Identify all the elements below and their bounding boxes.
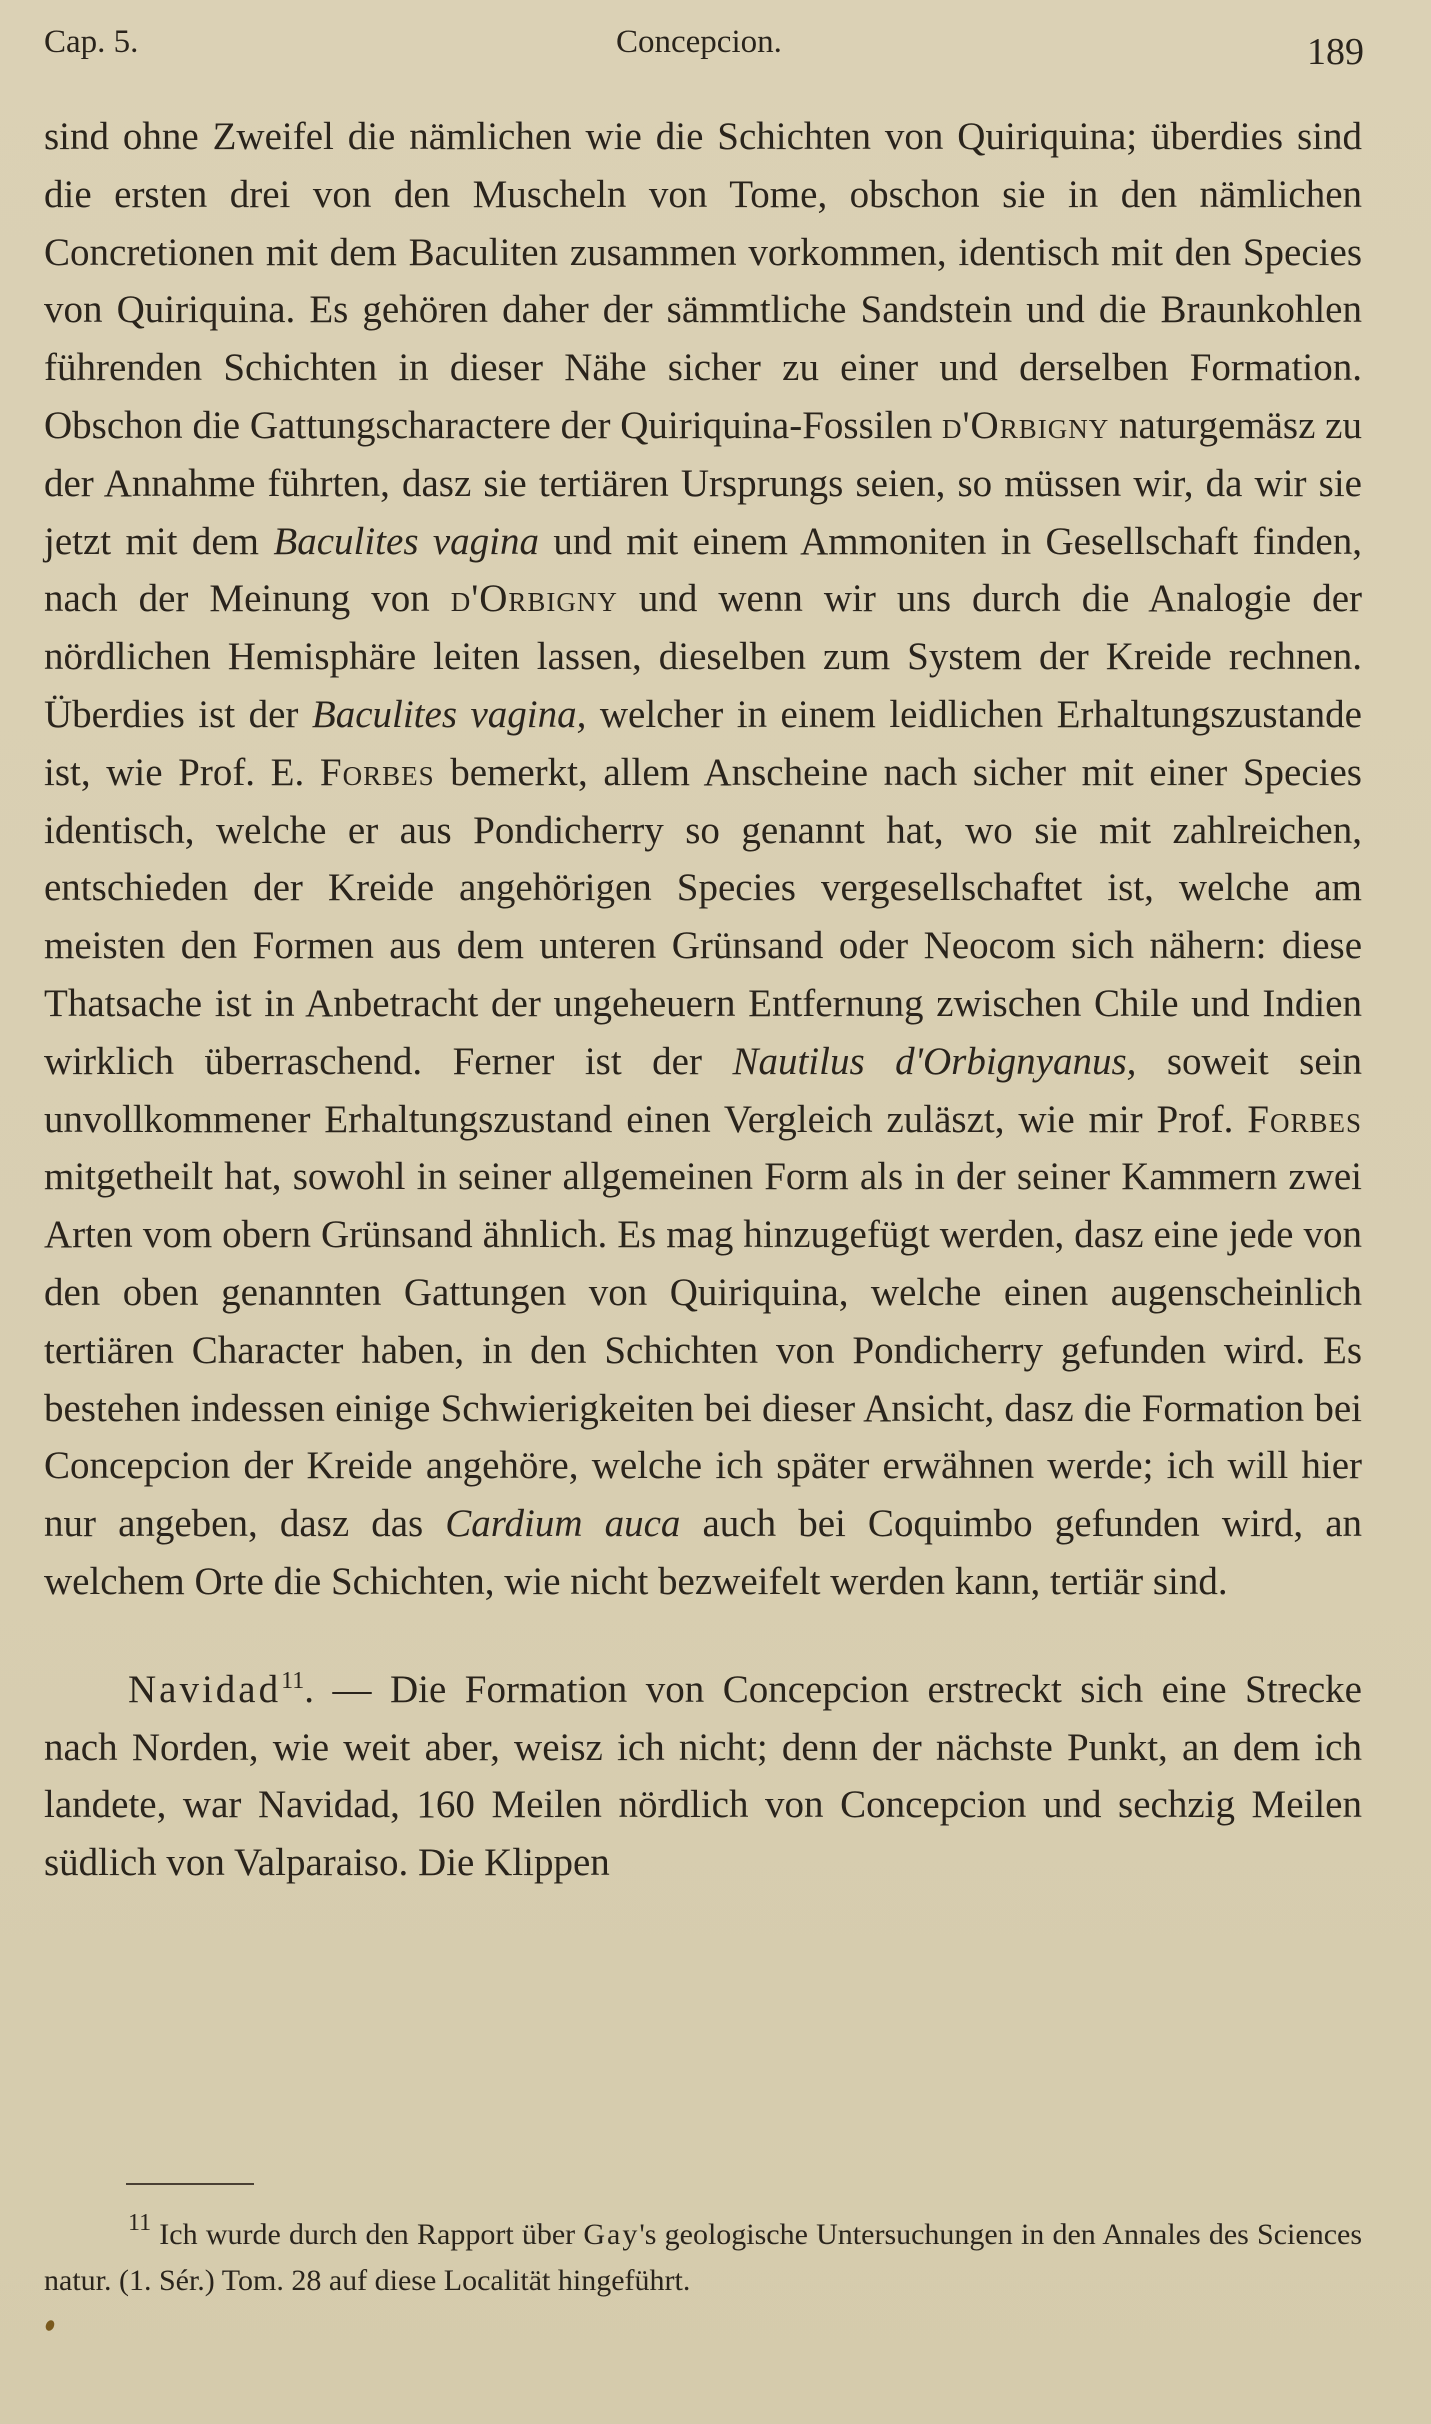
main-text — [44, 108, 1362, 1892]
author-dorbigny: d'Orbigny — [942, 403, 1110, 447]
running-header — [44, 20, 1364, 80]
text-run: bemerkt, allem Anscheine nach sicher mit einer Species identisch, welche er aus Pondicherry so genannt hat, wo sie mit zahlreichen, entschieden der Kreide angehörigen Species vergesellschaftet ist, welche am meisten den Formen aus dem unteren Grünsand oder Neocom sich nähern: diese Thatsache ist in Anbetracht der ungeheuern Entfernung zwischen Chile und Indien wirklich überraschend. Ferner ist der — [44, 750, 1362, 1083]
author-gay: Gay — [583, 2218, 640, 2251]
section-heading-navidad: Navidad — [128, 1667, 282, 1711]
footnote-divider — [126, 2183, 254, 2185]
text-run: . — Die Formation von Concepcion erstreckt sich eine Strecke nach Norden, wie weit aber, weisz ich nicht; denn der nächste Punkt, an dem ich landete, war Navidad, 160 Meilen nördlich von Concepcion und sechzig Meilen südlich von Valparaiso. Die Klippen — [44, 1667, 1362, 1885]
text-run: sind ohne Zweifel die nämlichen wie die Schichten von Quiriquina; überdies sind die ersten drei von den Muscheln von Tome, obschon sie in den nämlichen Concretionen mit dem Baculiten zusammen vorkommen, identisch mit den Species von Quiriquina. Es gehören daher der sämmtliche Sandstein und die Braunkohlen führenden Schichten in dieser Nähe sicher zu einer und derselben Formation. Obschon die Gattungscharactere der Quiriquina-Fossilen — [44, 115, 1362, 447]
species-name: Baculites vagina, — [311, 692, 587, 736]
ink-speck — [44, 2319, 56, 2332]
author-forbes: Forbes — [1247, 1097, 1362, 1141]
footnote-reference[interactable]: 11 — [281, 1667, 305, 1694]
text-run: auch bei Coquimbo gefunden wird, an welchem Orte die Schichten, wie nicht bezweifelt werden kann, tertiär sind. — [44, 1502, 1363, 1603]
footnote-number: 11 — [128, 2210, 152, 2236]
paragraph-navidad — [44, 1661, 1362, 1892]
text-run: mitgetheilt hat, sowohl in seiner allgemeinen Form als in der seiner Kammern zwei Arten vom obern Grünsand ähnlich. Es mag hinzugefügt werden, dasz eine jede von den oben genannten Gattungen von Quiriquina, welche einen augenscheinlich tertiären Character haben, in den Schichten von Pondicherry gefunden wird. Es bestehen indessen einige Schwierigkeiten bei dieser Ansicht, dasz die Formation bei Concepcion der Kreide angehöre, welche ich später erwähnen werde; ich will hier nur angeben, dasz das — [44, 1155, 1362, 1546]
chapter-label: Cap. 5. — [44, 24, 139, 60]
text-run: Ich wurde durch den Rapport über — [151, 2218, 584, 2251]
species-name: Cardium auca — [445, 1502, 681, 1546]
text-run: welcher in einem leidlichen Erhaltungszustande ist, wie Prof. E. — [44, 692, 1362, 794]
author-dorbigny: d'Orbigny — [450, 577, 618, 621]
text-run: und mit einem Ammoniten in Gesellschaft finden, nach der Meinung von — [44, 519, 1362, 621]
text-run: naturgemäsz zu der Annahme führten, dasz sie tertiären Ursprungs seien, so müssen wir, da wir sie jetzt mit dem — [44, 403, 1362, 563]
paragraph-concepcion-formation — [44, 108, 1362, 1611]
author-forbes: Forbes — [319, 750, 435, 794]
page-number: 189 — [1307, 31, 1364, 73]
running-title: Concepcion. — [616, 24, 782, 60]
text-run: soweit sein unvollkommener Erhaltungszustand einen Vergleich zuläszt, wie mir Prof. — [44, 1039, 1362, 1141]
species-name: Baculites vagina — [273, 519, 540, 563]
species-name: Nautilus d'Orbignyanus, — [732, 1039, 1137, 1083]
text-run: 's geologische Untersuchungen in den Annales des Sciences natur. (1. Sér.) Tom. 28 auf diese Localität hingeführt. — [44, 2218, 1362, 2297]
footnote-11 — [44, 2212, 1362, 2304]
text-run: und wenn wir uns durch die Analogie der nördlichen Hemisphäre leiten lassen, dieselben zum System der Kreide rechnen. Überdies ist der — [44, 577, 1362, 736]
